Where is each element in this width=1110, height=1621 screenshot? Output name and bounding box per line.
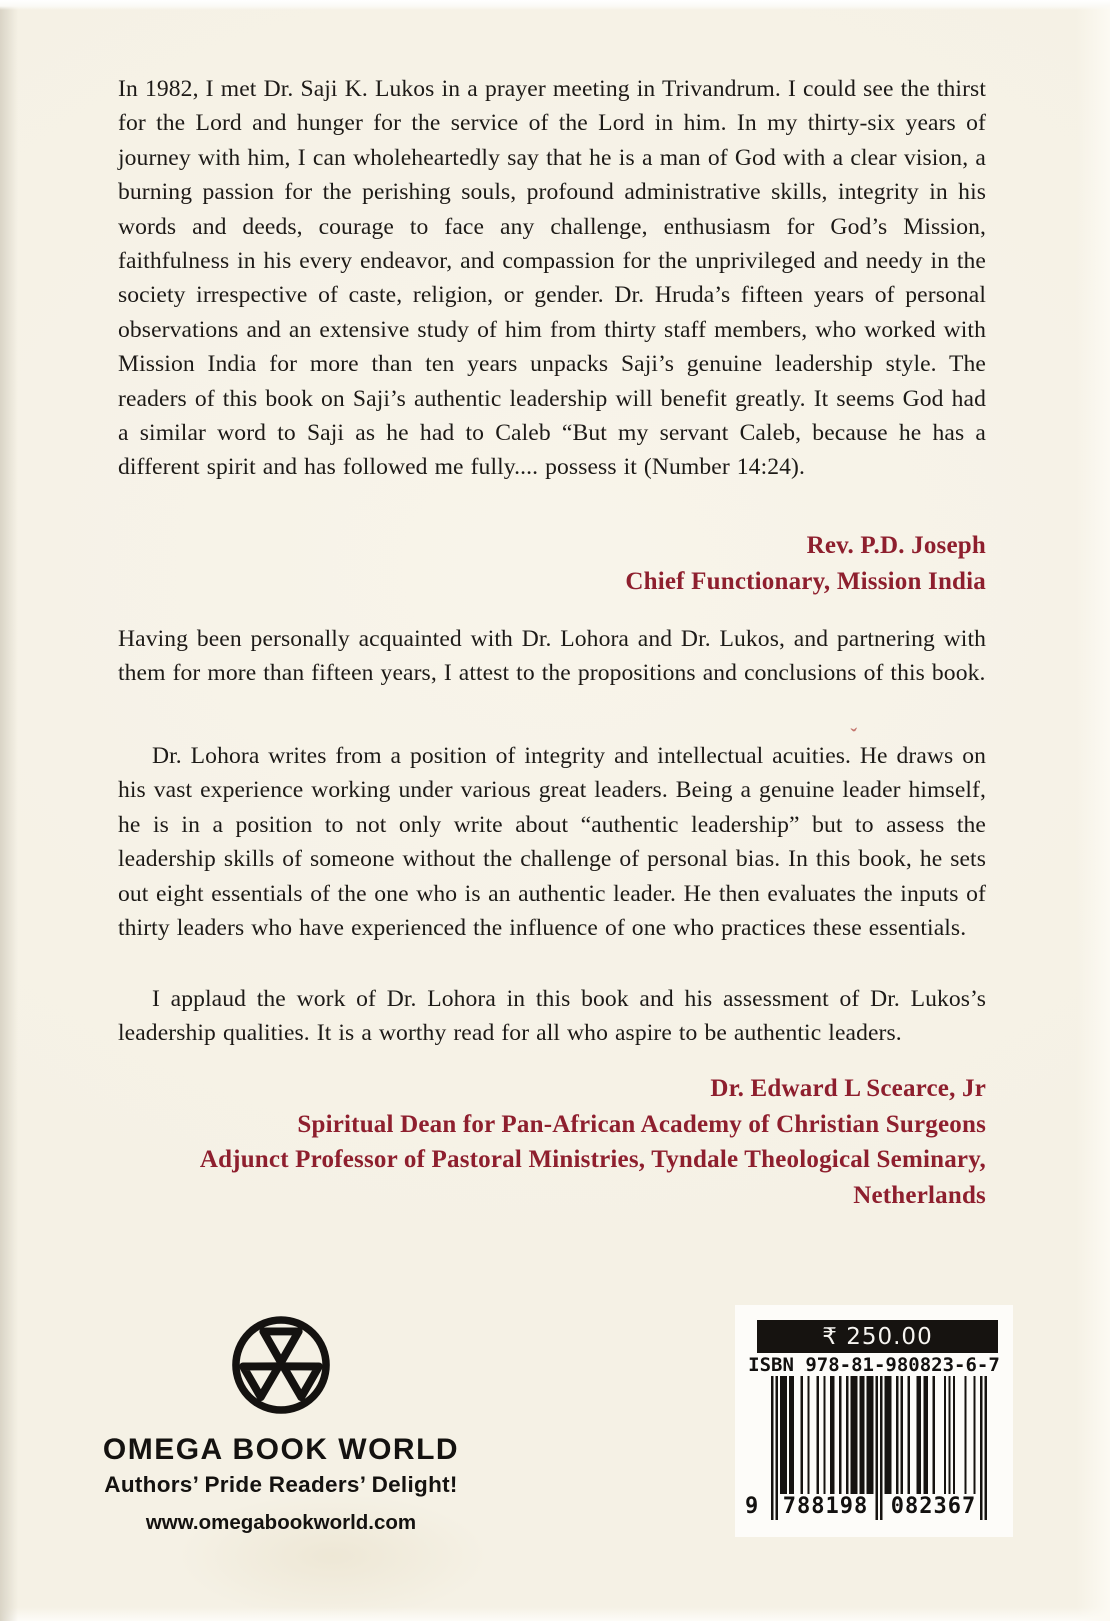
price-tag — [757, 1320, 998, 1353]
isbn-label: ISBN 978-81-980823-6-7 — [748, 1354, 1000, 1376]
omega-trefoil-logo-icon — [228, 1312, 334, 1418]
endorsement-2-author: Dr. Edward L Scearce, Jr — [710, 1075, 986, 1102]
ean-group-1: 788198 — [782, 1494, 869, 1519]
ean-group-2: 082367 — [890, 1494, 977, 1519]
publisher-block — [95, 1312, 467, 1535]
endorsement-2-role-2: Adjunct Professor of Pastoral Ministries, Tyndale Theological Seminary, — [199, 1146, 986, 1173]
endorsement-2-role-1: Spiritual Dean for Pan-African Academy of Christian Surgeons — [297, 1110, 986, 1138]
endorsement-2-role-3: Netherlands — [853, 1181, 986, 1209]
publisher-tagline: Authors’ Pride Readers’ Delight! — [104, 1472, 458, 1497]
scan-artifact-mark: ˇ — [849, 724, 860, 748]
publisher-name: OMEGA BOOK WORLD — [102, 1433, 460, 1466]
endorsement-1-attribution — [118, 528, 986, 599]
endorsement-2-paragraph-1: Having been personally acquainted with Dr. Lohora and Dr. Lukos, and partnering with them for more than fifteen years, I attest to the propositions and conclusions of this book. — [118, 626, 986, 687]
endorsement-1-text: In 1982, I met Dr. Saji K. Lukos in a prayer meeting in Trivandrum. I could see the thirst for the Lord and hunger for the service of the Lord in him. In my thirty-six years of journey with him, I can wholeheartedly say that he is a man of God with a clear vision, a burning passion for the perishing souls, profound administrative skills, integrity in his words and deeds, courage to face any challenge, enthusiasm for God’s Mission, faithfulness in his every endeavor, and compassion for the unprivileged and needy in the society irrespective of caste, religion, or gender. Dr. Hruda’s fifteen years of personal observations and an extensive study of him from thirty staff members, who worked with Mission India for more than ten years unpacks Saji’s genuine leadership style. The readers of this book on Saji’s authentic leadership will benefit greatly. It seems God had a similar word to Saji as he had to Caleb “But my servant Caleb, because he has a different spirit and has followed me fully.... possess it (Number 14:24). — [118, 76, 986, 481]
endorsement-1-role: Chief Functionary, Mission India — [625, 567, 986, 595]
publisher-website: www.omegabookworld.com — [145, 1511, 417, 1534]
endorsement-2-attribution — [118, 1071, 986, 1213]
price-value: ₹ 250.00 — [822, 1323, 933, 1350]
endorsement-1-author: Rev. P.D. Joseph — [806, 532, 986, 559]
ean-first-digit: 9 — [745, 1494, 760, 1519]
endorsement-2-paragraph-2: Dr. Lohora writes from a position of integrity and intellectual acuities. He draws on his vast experience working under various great leaders. Being a genuine leader himself, he is in a position to not only write about “authentic leadership” but to assess the leadership skills of someone without the challenge of personal bias. In this book, he sets out eight essentials of the one who is an authentic leader. He then evaluates the inputs of thirty leaders who have experienced the influence of one who practices these essentials. — [118, 743, 986, 942]
endorsement-2-paragraph-3: I applaud the work of Dr. Lohora in this book and his assessment of Dr. Lukos’s leadership qualities. It is a worthy read for all who aspire to be authentic leaders. — [118, 986, 986, 1047]
